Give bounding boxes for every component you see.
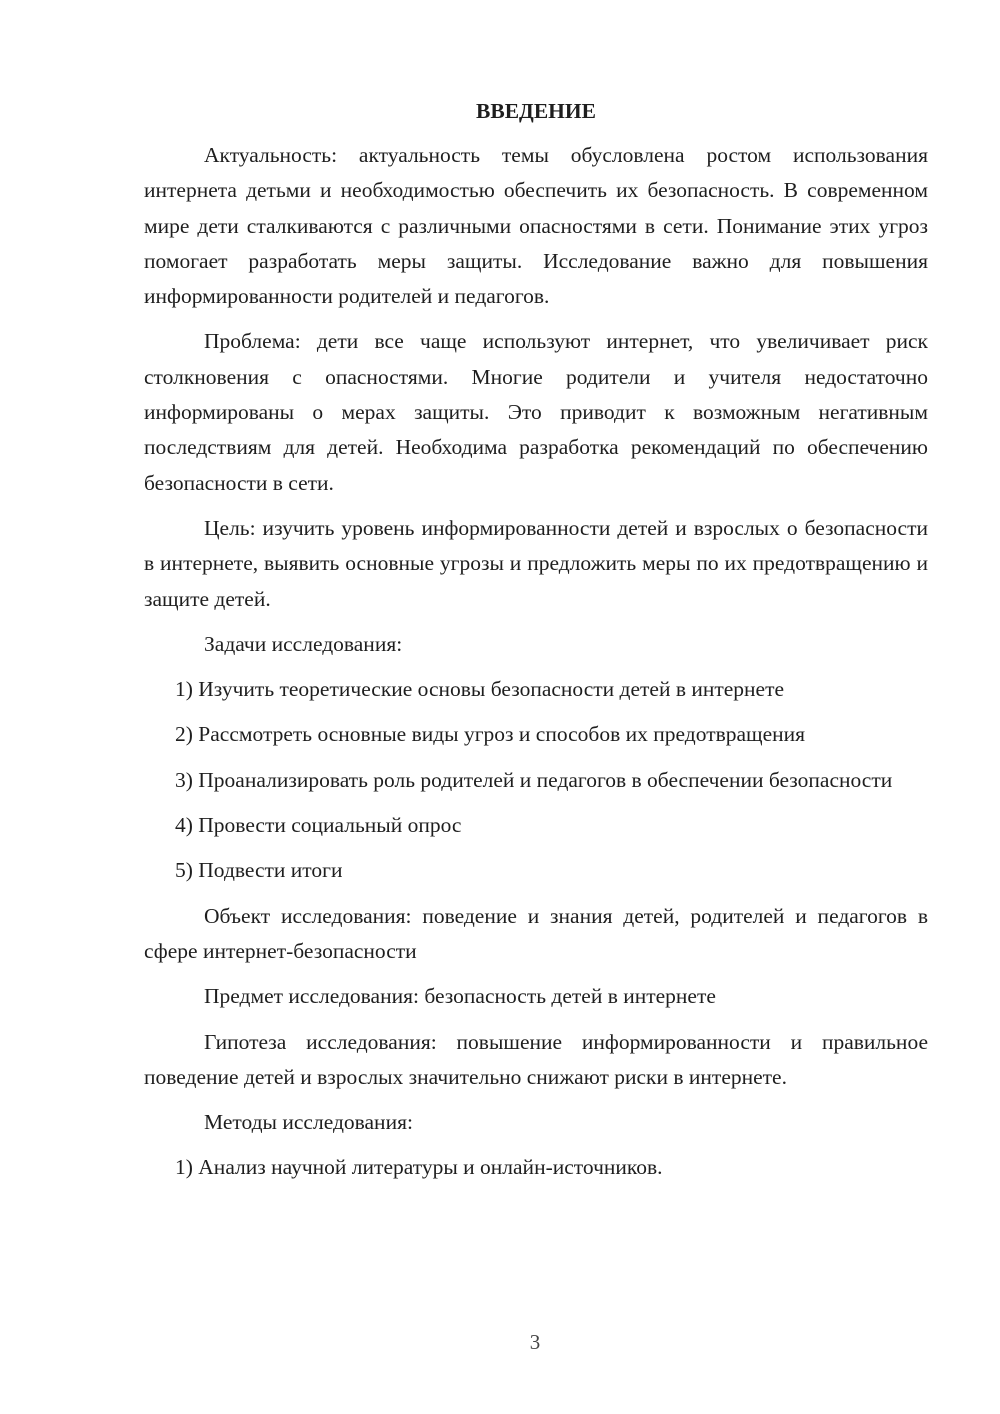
page-number: 3 <box>529 1330 541 1354</box>
paragraph-object: Объект исследования: поведение и знания детей, родителей и педагогов в сфере интернет-безопасности <box>144 903 928 963</box>
paragraph-goal: Цель: изучить уровень информированности детей и взрослых о безопасности в интернете, выявить основные угрозы и предложить меры по их предотвращению и защите детей. <box>144 515 928 611</box>
list-item-task-2: 2) Рассмотреть основные виды угроз и способов их предотвращения <box>175 722 806 747</box>
paragraph-problem: Проблема: дети все чаще используют интернет, что увеличивает риск столкновения с опасностями. Многие родители и учителя недостаточно информированы о мерах защиты. Это приводит к возможным негативным последствиям для детей. Необходима разработка рекомендаций по обеспечению безопасности в сети. <box>144 329 928 495</box>
list-item-task-1: 1) Изучить теоретические основы безопасности детей в интернете <box>175 677 785 702</box>
list-item-task-5: 5) Подвести итоги <box>175 858 343 883</box>
paragraph-methods-heading: Методы исследования: <box>204 1110 413 1135</box>
document-page <box>144 94 928 1186</box>
paragraph-relevance: Актуальность: актуальность темы обусловлена ростом использования интернета детьми и необходимостью обеспечить их безопасность. В современном мире дети сталкиваются с различными опасностями в сети. Понимание этих угроз помогает разработать меры защиты. Исследование важно для повышения информированности родителей и педагогов. <box>144 143 928 309</box>
list-item-method-1: 1) Анализ научной литературы и онлайн-источников. <box>175 1155 663 1180</box>
section-title: ВВЕДЕНИЕ <box>476 99 596 123</box>
paragraph-hypothesis: Гипотеза исследования: повышение информированности и правильное поведение детей и взрослых значительно снижают риски в интернете. <box>144 1029 928 1089</box>
list-item-task-3: 3) Проанализировать роль родителей и педагогов в обеспечении безопасности <box>175 767 893 792</box>
paragraph-subject: Предмет исследования: безопасность детей в интернете <box>204 984 716 1009</box>
list-item-task-4: 4) Провести социальный опрос <box>175 813 462 838</box>
paragraph-tasks-heading: Задачи исследования: <box>204 631 403 656</box>
